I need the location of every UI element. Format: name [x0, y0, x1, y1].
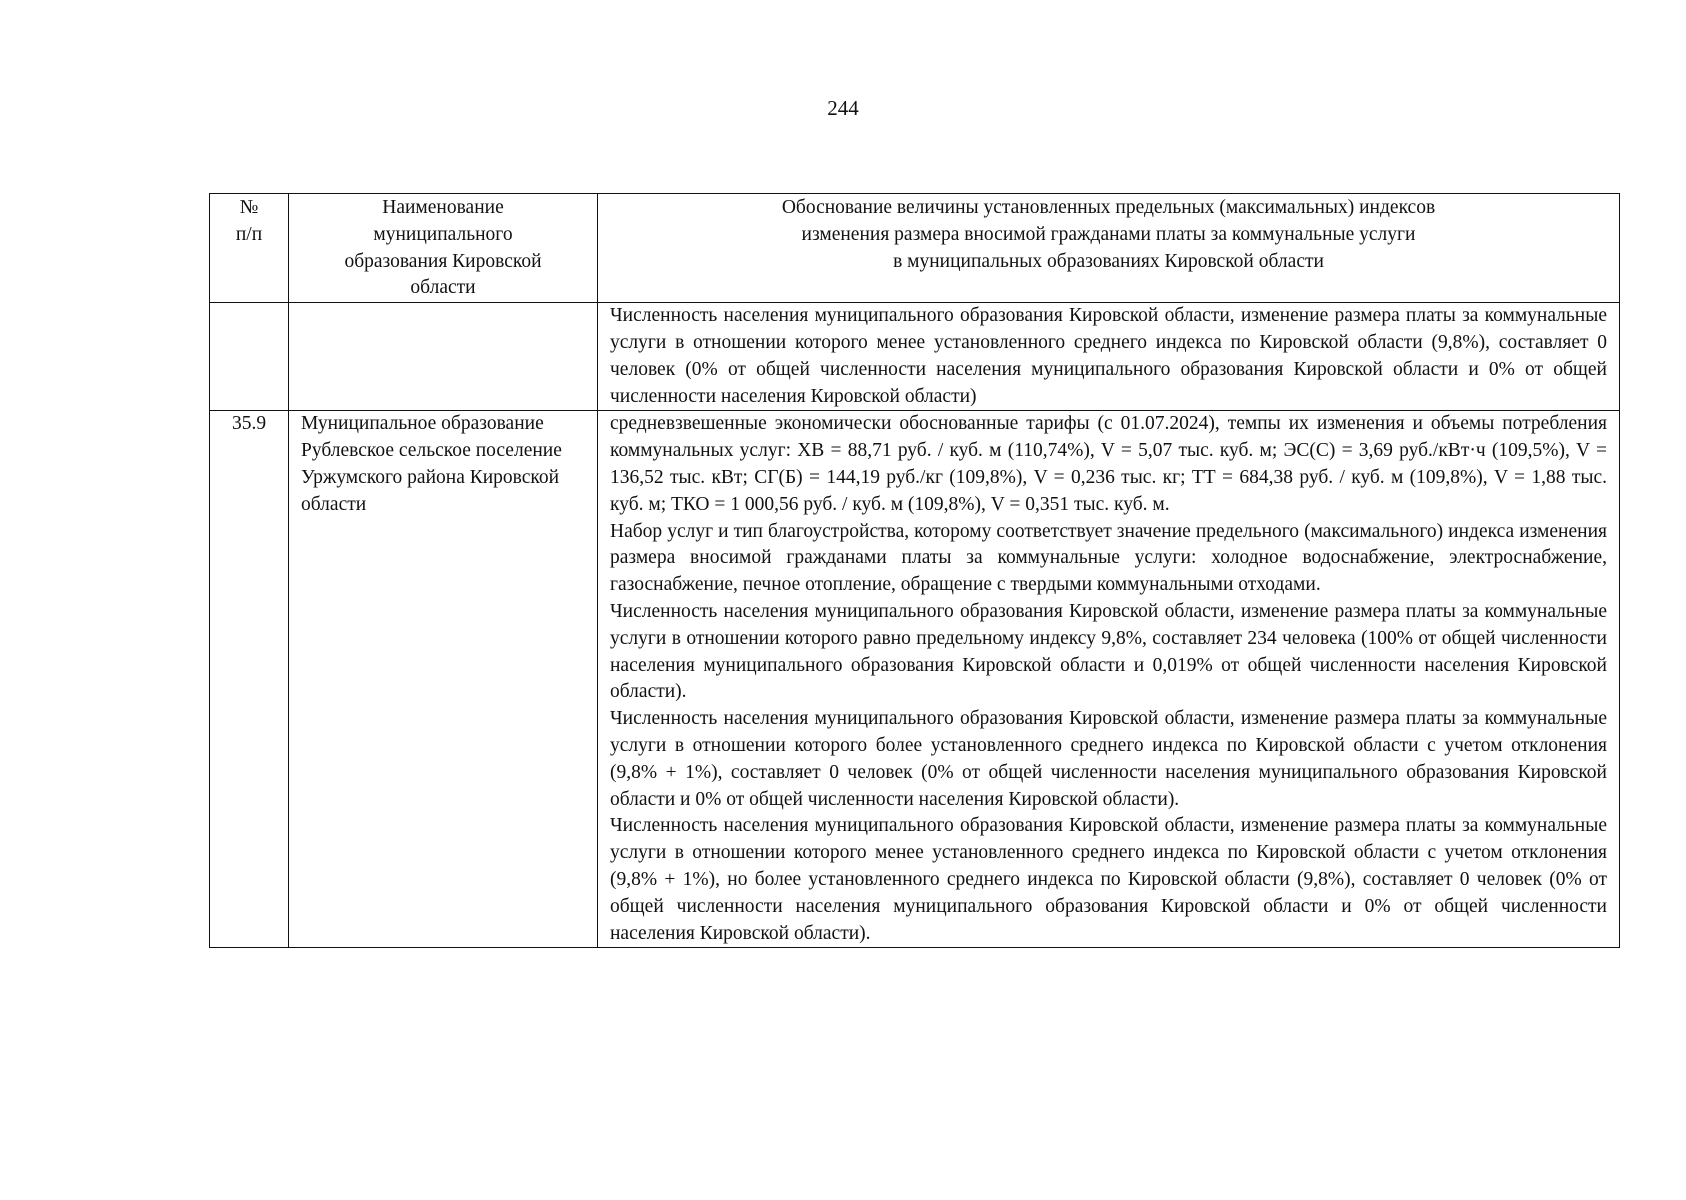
header-municipality-name: [289, 194, 598, 303]
row-number: [210, 303, 289, 411]
header-name-line: области: [410, 277, 476, 299]
header-name-line: образования Кировской: [344, 250, 542, 272]
tariff-index-table: [209, 193, 1620, 948]
header-justification: [598, 194, 1620, 303]
header-justification-line: в муниципальных образованиях Кировской области: [893, 250, 1324, 272]
header-name-line: муниципального: [373, 223, 513, 245]
justification-paragraph: Численность населения муниципального образования Кировской области, изменение размера платы за коммунальные услуги в отношении которого менее установленного среднего индекса по Кировской области (9,8%), составляет 0 человек (0% от общей численности населения муниципального образования Кировской области и 0% от общей численности населения Кировской области): [610, 305, 1607, 407]
header-number-line: п/п: [235, 223, 263, 245]
header-justification-line: Обоснование величины установленных предельных (максимальных) индексов: [781, 197, 1436, 218]
row-municipality-name: Муниципальное образование Рублевское сельское поселение Уржумского района Кировской области: [289, 411, 598, 948]
table-header-row: [210, 194, 1620, 303]
header-number: [210, 194, 289, 303]
justification-paragraph: средневзвешенные экономически обоснованные тарифы (с 01.07.2024), темпы их изменения и объемы потребления коммунальных услуг: ХВ = 88,71 руб. / куб. м (110,74%), V = 5,07 тыс. куб. м; ЭС(С) = 3,69 руб./кВт·ч (109,5%), V = 136,52 тыс. кВт; СГ(Б) = 144,19 руб./кг (109,8%), V = 0,236 тыс. кг; ТТ = 684,38 руб. / куб. м (109,8%), V = 1,88 тыс. куб. м; ТКО = 1 000,56 руб. / куб. м (109,8%), V = 0,351 тыс. куб. м.: [610, 413, 1607, 515]
header-name-line: Наименование: [382, 197, 504, 218]
table-row: [210, 411, 1620, 948]
header-justification-line: изменения размера вносимой гражданами платы за коммунальные услуги: [801, 223, 1416, 245]
row-justification: [598, 411, 1620, 948]
justification-paragraph: Численность населения муниципального образования Кировской области, изменение размера платы за коммунальные услуги в отношении которого равно предельному индексу 9,8%, составляет 234 человека (100% от общей численности населения муниципального образования Кировской области и 0,019% от общей численности населения Кировской области).: [610, 600, 1607, 703]
table-row: [210, 303, 1620, 411]
justification-paragraph: Набор услуг и тип благоустройства, которому соответствует значение предельного (максимального) индекса изменения размера вносимой гражданами платы за коммунальные услуги: холодное водоснабжение, электроснабжение, газоснабжение, печное отопление, обращение с твердыми коммунальными отходами.: [610, 520, 1607, 596]
justification-paragraph: Численность населения муниципального образования Кировской области, изменение размера платы за коммунальные услуги в отношении которого менее установленного среднего индекса по Кировской области с учетом отклонения (9,8% + 1%), но более установленного среднего индекса по Кировской области (9,8%), составляет 0 человек (0% от общей численности населения муниципального образования Кировской области и 0% от общей численности населения Кировской области).: [610, 815, 1607, 944]
page-number: 244: [827, 96, 859, 120]
row-municipality-name: [289, 303, 598, 411]
row-justification: [598, 303, 1620, 411]
header-number-line: №: [239, 197, 259, 218]
justification-paragraph: Численность населения муниципального образования Кировской области, изменение размера платы за коммунальные услуги в отношении которого более установленного среднего индекса по Кировской области с учетом отклонения (9,8% + 1%), составляет 0 человек (0% от общей численности населения муниципального образования Кировской области и 0% от общей численности населения Кировской области).: [610, 708, 1607, 810]
row-number: 35.9: [210, 411, 289, 948]
